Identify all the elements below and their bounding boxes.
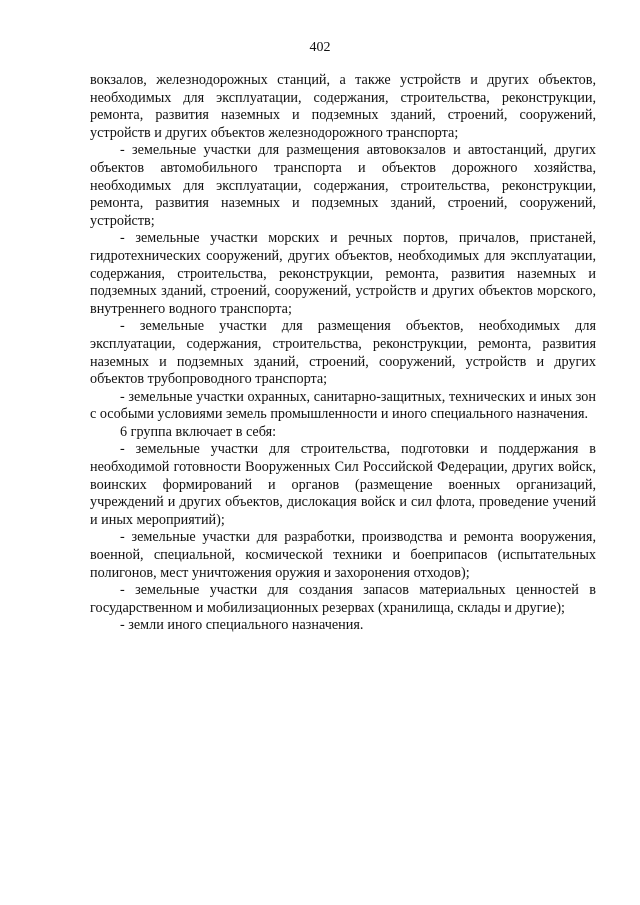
paragraph-other-special-lands: - земли иного специального назначения. <box>120 617 364 634</box>
paragraph-railway-continuation: вокзалов, железнодорожных станций, а также устройств и других объектов, необходимых для эксплуатации, содержания, строительства, реконструкции, ремонта, развития наземных и подземных зданий, строений, сооружений, устройств и других объектов железнодорожного транспорта; <box>90 72 596 141</box>
paragraph-armed-forces: - земельные участки для строительства, подготовки и поддержания в необходимой готовности Вооруженных Сил Российской Федерации, других войск, воинских формирований и органов (размещение военных организаций, учреждений и других объектов, дислокация войск и сил флота, проведение учений и иных мероприятий); <box>90 441 596 528</box>
page-number: 402 <box>309 40 331 55</box>
paragraph-material-reserves: - земельные участки для создания запасов материальных ценностей в государственном и мобилизационных резервах (хранилища, склады и другие); <box>90 582 596 616</box>
document-body <box>90 72 596 635</box>
paragraph-road-transport: - земельные участки для размещения автовокзалов и автостанций, других объектов автомобильного транспорта и объектов дорожного хозяйства, необходимых для эксплуатации, содержания, строительства, реконструкции, ремонта, развития наземных и подземных зданий, строений, сооружений, устройств; <box>90 142 596 229</box>
paragraph-weapons-production: - земельные участки для разработки, производства и ремонта вооружения, военной, специальной, космической техники и боеприпасов (испытательных полигонов, мест уничтожения оружия и захоронения отходов); <box>90 529 596 581</box>
paragraph-pipeline-transport: - земельные участки для размещения объектов, необходимых для эксплуатации, содержания, строительства, реконструкции, ремонта, развития наземных и подземных зданий, строений, сооружений, устройств и других объектов трубопроводного транспорта; <box>90 318 596 388</box>
paragraph-water-transport: - земельные участки морских и речных портов, причалов, пристаней, гидротехнических сооружений, других объектов, необходимых для эксплуатации, содержания, строительства, реконструкции, ремонта, развития наземных и подземных зданий, строений, сооружений, устройств и других объектов морского, внутреннего водного транспорта; <box>90 230 596 317</box>
paragraph-protection-zones: - земельные участки охранных, санитарно-защитных, технических и иных зон с особыми условиями земель промышленности и иного специального назначения. <box>90 388 596 423</box>
paragraph-group-6-heading: 6 группа включает в себя: <box>120 423 277 440</box>
